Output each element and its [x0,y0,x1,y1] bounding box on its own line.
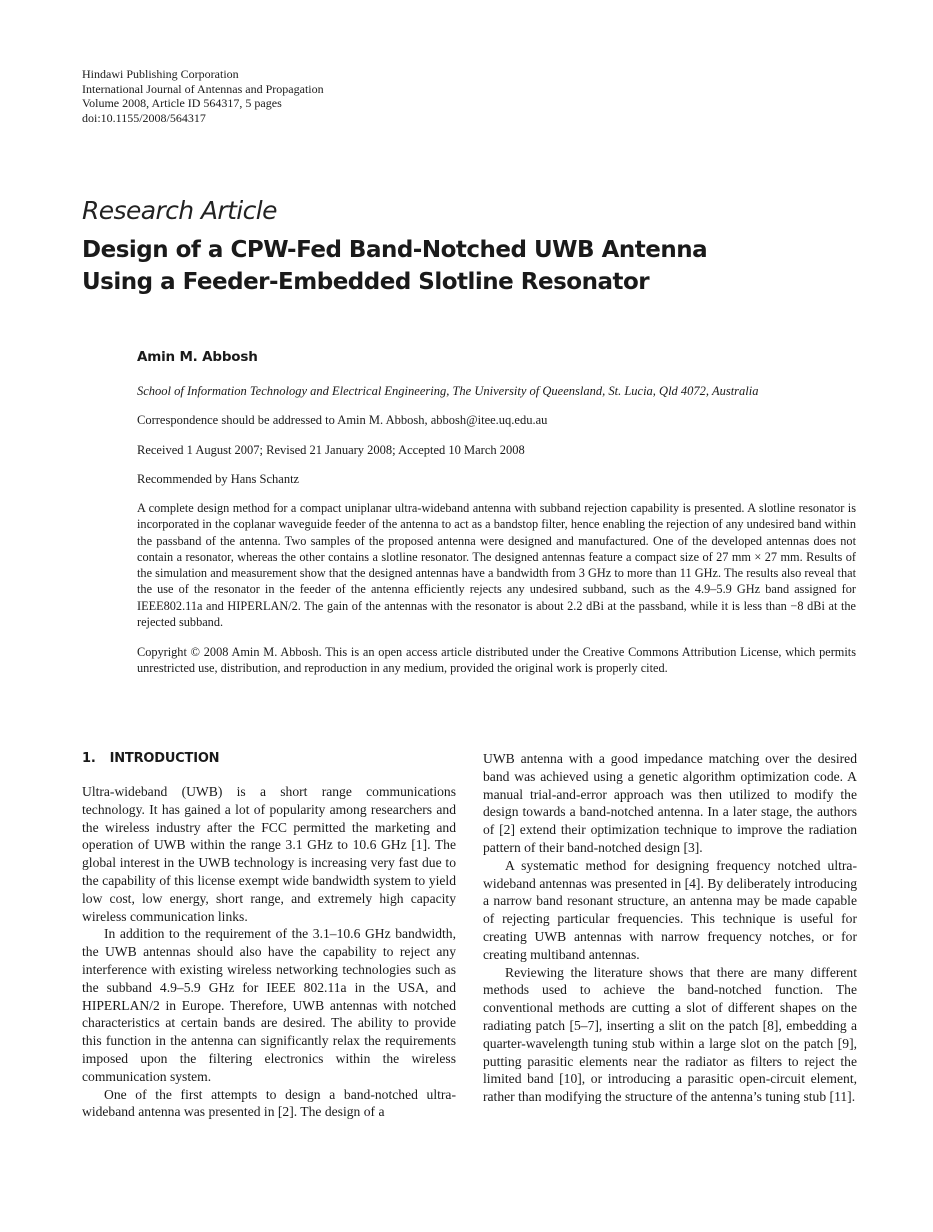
paragraph: Ultra-wideband (UWB) is a short range communications technology. It has gained a lot of popularity among researchers and the wireless industry after the FCC permitted the marketing and operation of UWB within the range 3.1 GHz to 10.6 GHz [1]. The global interest in the UWB technology is increasing very fast due to the capability of this license exempt wide bandwidth system to yield low cost, low energy, short range, and extremely high capacity wireless communication links. [82,784,456,924]
copyright-notice: Copyright © 2008 Amin M. Abbosh. This is an open access article distributed under the Creative Commons Attribution License, which permits unrestricted use, distribution, and reproduction in any medium, provided the original work is properly cited. [137,645,856,676]
paragraph: Reviewing the literature shows that there are many different methods used to achieve the band-notched function. The conventional methods are cutting a slot of different shapes on the radiating patch [5–7], inserting a slit on the patch [8], embedding a quarter-wavelength tuning stub within a large slot on the patch [9], putting parasitic elements near the radiator as filters to reject the limited band [10], or introducing a parasitic open-circuit element, rather than modifying the structure of the antenna’s tuning stub [11]. [483,964,857,1105]
author-name: Amin M. Abbosh [137,349,258,365]
section-title: INTRODUCTION [109,751,220,766]
journal-name: International Journal of Antennas and Propagation [82,81,324,96]
right-column [483,750,857,1106]
paper-title [82,234,842,298]
journal-header [82,67,324,125]
affiliation: School of Information Technology and Electrical Engineering, The University of Queensland, St. Lucia, Qld 4072, Australia [137,384,759,398]
title-line-2: Using a Feeder-Embedded Slotline Resonator [82,269,650,295]
article-type: Research Article [82,196,277,225]
doi: doi:10.1155/2008/564317 [82,110,206,125]
abstract: A complete design method for a compact uniplanar ultra-wideband antenna with subband rejection capability is presented. A slotline resonator is incorporated in the coplanar waveguide feeder of the antenna to act as a bandstop filter, hence enabling the rejection of any undesired band within the passband of the antenna. Two samples of the proposed antenna were designed and manufactured. One of the developed antennas does not contain a resonator, whereas the other contains a slotline resonator. The designed antennas feature a compact size of 27 mm × 27 mm. Results of the simulation and measurement show that the designed antennas have a bandwidth from 3 GHz to more than 11 GHz. The results also reveal that the use of the resonator in the feeder of the antenna efficiently rejects any undesired subband, such as the 4.9–5.9 GHz band assigned for IEEE802.11a and HIPERLAN/2. The gain of the antennas with the resonator is about 2.2 dBi at the passband, while it is less than −8 dBi at the rejected subband. [137,501,856,630]
left-column [82,783,456,1121]
paragraph: In addition to the requirement of the 3.1–10.6 GHz bandwidth, the UWB antennas should also have the capability to reject any interference with existing wireless networking technologies such as the subband 4.9–5.9 GHz for IEEE 802.11a in the USA, and HIPERLAN/2 in Europe. Therefore, UWB antennas with notched characteristics at certain bands are desired. The ability to provide this function in the antenna can significantly relax the requirements imposed upon the filtering electronics within the wireless communication system. [82,926,456,1084]
section-number: 1. [82,751,96,766]
paragraph: One of the first attempts to design a band-notched ultra-wideband antenna was presented in [2]. The design of a [82,1086,456,1120]
section-heading [82,751,233,766]
recommended-by: Recommended by Hans Schantz [137,472,300,486]
volume-info: Volume 2008, Article ID 564317, 5 pages [82,96,282,111]
paragraph: A systematic method for designing frequency notched ultra-wideband antennas was presented in [4]. By deliberately introducing a narrow band resonant structure, an antenna may be made capable of rejecting particular frequencies. This technique is useful for creating UWB antennas with narrow frequency notches, or for creating multiband antennas. [483,857,857,962]
title-line-1: Design of a CPW-Fed Band-Notched UWB Antenna [82,237,708,263]
paragraph: UWB antenna with a good impedance matching over the desired band was achieved using a genetic algorithm optimization code. A manual trial-and-error approach was then utilized to modify the design towards a band-notched antenna. In a later stage, the authors of [2] extend their optimization technique to improve the radiation pattern of their band-notched design [3]. [483,751,857,855]
publisher: Hindawi Publishing Corporation [82,67,239,81]
correspondence: Correspondence should be addressed to Amin M. Abbosh, abbosh@itee.uq.edu.au [137,413,548,427]
dates: Received 1 August 2007; Revised 21 January 2008; Accepted 10 March 2008 [137,443,525,457]
